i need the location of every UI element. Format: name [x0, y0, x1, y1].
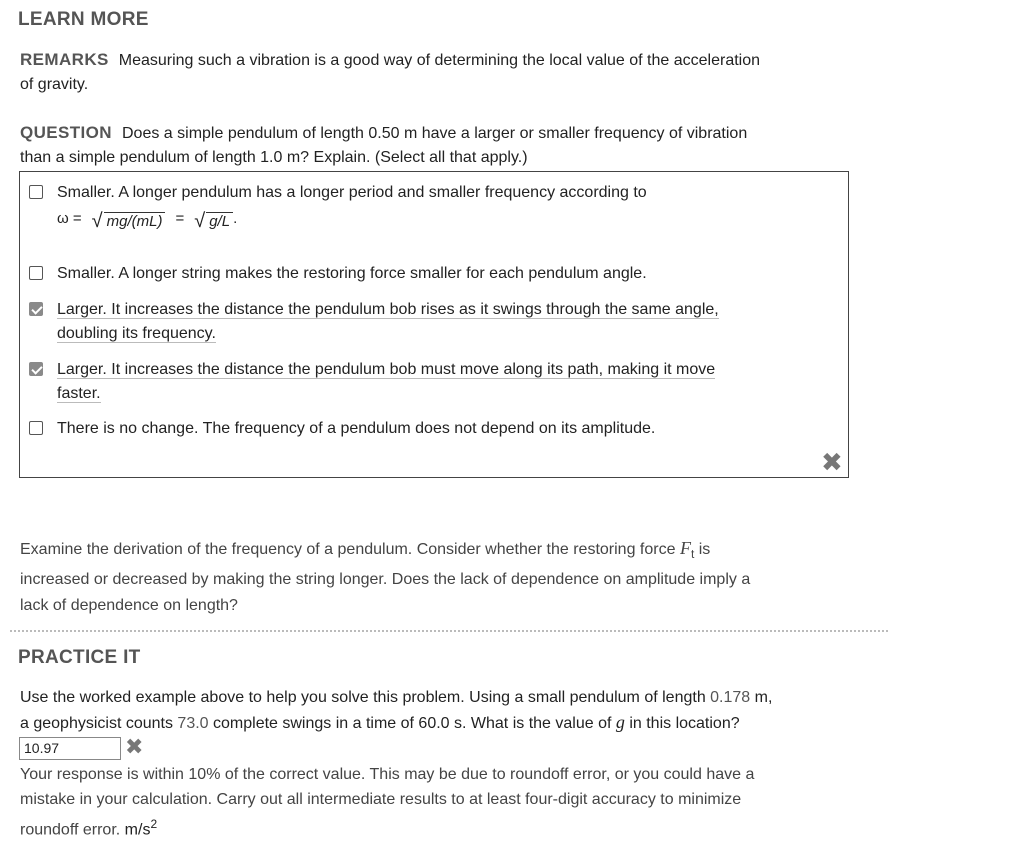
option-2[interactable]	[29, 262, 647, 286]
learn-more-heading: LEARN MORE	[18, 9, 149, 30]
option-3-text-line1: Larger. It increases the distance the pendulum bob rises as it swings through the same angle,	[57, 301, 719, 318]
radical-sign-icon: √	[91, 210, 103, 232]
practice-line1b: m,	[750, 689, 773, 706]
remarks-text-line2: of gravity.	[20, 76, 89, 93]
feedback-line2: mistake in your calculation. Carry out all intermediate results to at least four-digit accuracy to minimize	[20, 791, 742, 808]
force-subscript: t	[690, 547, 695, 562]
question-text-line2: than a simple pendulum of length 1.0 m? Explain. (Select all that apply.)	[20, 149, 528, 166]
answer-input[interactable]: 10.97	[19, 737, 121, 760]
feedback-line1: Your response is within 10% of the correct value. This may be due to roundoff error, or you could have a	[20, 766, 755, 783]
feedback-paragraph	[20, 762, 900, 842]
section-divider	[10, 630, 888, 632]
length-value: 0.178	[710, 689, 751, 706]
option-5-text: There is no change. The frequency of a pendulum does not depend on its amplitude.	[57, 420, 656, 437]
sqrt-mg-over-ml	[92, 211, 166, 231]
question-label: QUESTION	[20, 123, 112, 142]
formula-period: .	[233, 210, 238, 227]
practice-line2c: in this location?	[624, 715, 740, 732]
option-2-text: Smaller. A longer string makes the restoring force smaller for each pendulum angle.	[57, 265, 647, 282]
option-1[interactable]	[29, 181, 647, 231]
option-4[interactable]	[29, 358, 715, 406]
hint-line2: increased or decreased by making the string longer. Does the lack of dependence on amplitude imply a	[20, 571, 751, 589]
answer-incorrect-x-icon: ✖	[125, 734, 144, 759]
answer-options-box	[19, 171, 849, 478]
practice-line2a: a geophysicist counts	[20, 715, 178, 732]
option-4-text-line2: faster.	[57, 385, 101, 402]
g-variable: g	[615, 712, 625, 732]
option-3-checkbox[interactable]	[29, 302, 43, 316]
option-5-checkbox[interactable]	[29, 421, 43, 435]
remarks-block	[20, 48, 900, 97]
feedback-line3: roundoff error.	[20, 821, 121, 839]
option-1-checkbox[interactable]	[29, 185, 43, 199]
option-2-checkbox[interactable]	[29, 266, 43, 280]
radicand-1: mg/(mL)	[104, 212, 166, 231]
practice-line2b: complete swings in a time of 60.0 s. What is the value of	[208, 715, 616, 732]
hint-line1a: Examine the derivation of the frequency of a pendulum. Consider whether the restoring force	[20, 541, 680, 558]
option-1-formula	[57, 207, 647, 231]
practice-it-heading: PRACTICE IT	[18, 647, 141, 668]
option-4-checkbox[interactable]	[29, 362, 43, 376]
formula-equals: =	[175, 210, 185, 227]
remarks-label: REMARKS	[20, 50, 109, 69]
option-3[interactable]	[29, 298, 719, 346]
force-variable: F	[679, 538, 691, 558]
hint-line1b: is	[694, 541, 711, 558]
swings-value: 73.0	[177, 715, 209, 732]
practice-line1a: Use the worked example above to help you solve this problem. Using a small pendulum of length	[20, 689, 711, 706]
sqrt-g-over-l	[194, 211, 233, 231]
practice-question	[20, 686, 900, 736]
radicand-2: g/L	[206, 212, 233, 231]
option-1-text: Smaller. A longer pendulum has a longer period and smaller frequency according to	[57, 184, 647, 201]
answer-unit: m/s	[124, 821, 151, 839]
incorrect-x-icon: ✖	[821, 447, 843, 477]
radical-sign-icon: √	[194, 210, 206, 232]
option-3-text-line2: doubling its frequency.	[57, 325, 216, 342]
question-text-line1: Does a simple pendulum of length 0.50 m have a larger or smaller frequency of vibration	[122, 125, 748, 142]
remarks-text-line1: Measuring such a vibration is a good way of determining the local value of the acceleration	[118, 52, 761, 69]
formula-omega: ω =	[57, 210, 82, 227]
hint-paragraph	[20, 535, 900, 619]
hint-line3: lack of dependence on length?	[20, 597, 238, 615]
option-5[interactable]	[29, 417, 655, 441]
unit-exponent: 2	[150, 817, 158, 831]
option-4-text-line1: Larger. It increases the distance the pendulum bob must move along its path, making it move	[57, 361, 716, 378]
question-block	[20, 121, 900, 170]
